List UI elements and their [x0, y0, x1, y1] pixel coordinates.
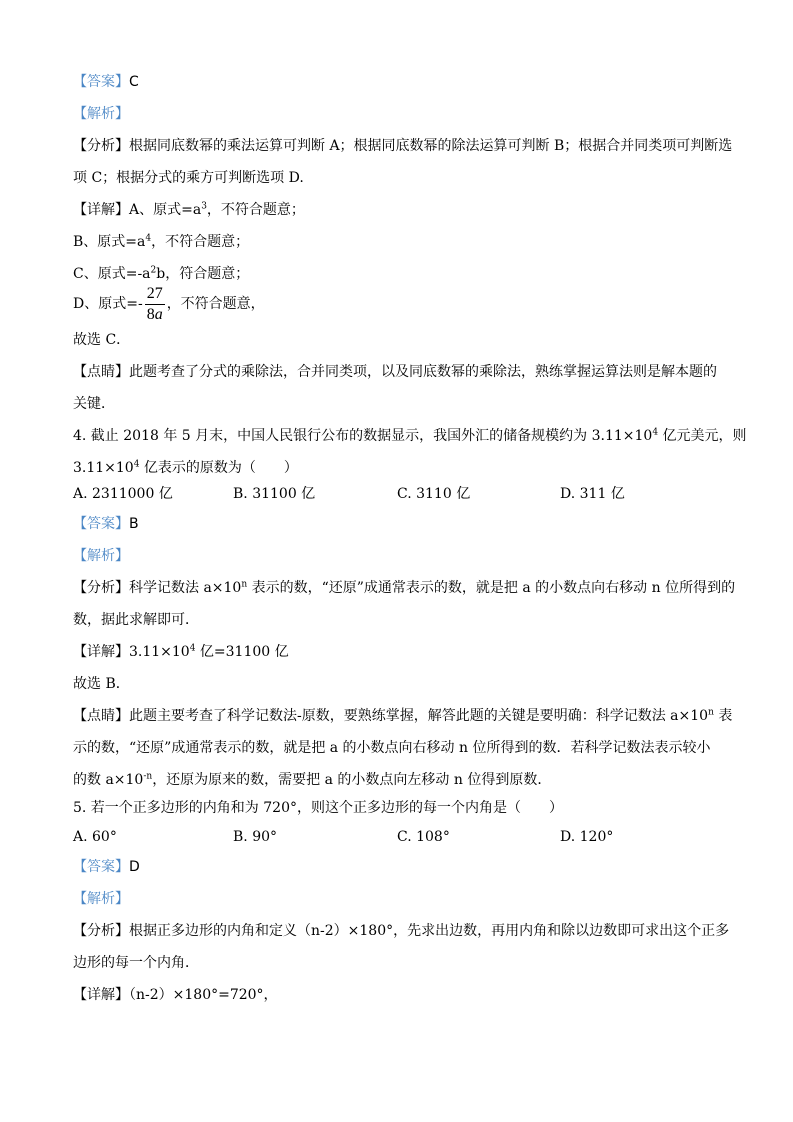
dianjing-label: 【点睛】 [73, 364, 129, 380]
q4-fenxi-line1: 【分析】科学记数法 $a\times 10^n$ 表示的数，“还原”成通常表示的数，就是把 a 的小数点向右移动 n 位所得到的 [73, 579, 736, 596]
q4-option-b: B. 31100 亿 [233, 486, 316, 502]
q3-analysis-header [73, 104, 129, 124]
q3-fenxi-line1: 【分析】根据同底数幂的乘法运算可判断 A；根据同底数幂的除法运算可判断 B；根据合并同类项可判断选 [73, 138, 733, 154]
fraction: $\frac{27}{8a}$ [146, 284, 163, 323]
q5-fenxi-line2: 边形的每一个内角． [73, 955, 199, 971]
xiangjie-label: 【详解】 [73, 987, 129, 1003]
answer-label: 【答案】 [73, 516, 129, 532]
answer-value: B [129, 516, 139, 532]
q3-xiangjie-b: B、原式$=a^4$，不符合题意； [73, 233, 250, 250]
q5-option-c: C. 108° [397, 829, 450, 845]
fenxi-label: 【分析】 [73, 923, 129, 939]
q4-dianjing-line3: 的数 $a\times 10^{-n}$，还原为原来的数，需要把 a 的小数点向左移动 n 位得到原数． [73, 771, 552, 788]
q4-option-d: D. 311 亿 [560, 486, 625, 502]
fenxi-label: 【分析】 [73, 138, 129, 154]
q5-xiangjie: 【详解】（n-2）×180°=720°， [73, 987, 278, 1003]
analysis-label: 【解析】 [73, 106, 129, 122]
analysis-label: 【解析】 [73, 548, 129, 564]
q3-dianjing-line1: 【点睛】此题考查了分式的乘除法，合并同类项，以及同底数幂的乘除法，熟练掌握运算法则是解本题的 [73, 364, 717, 380]
q3-conclusion: 故选 C． [73, 332, 131, 348]
q3-xiangjie-a: 【详解】A、原式$=a^3$，不符合题意； [73, 201, 305, 218]
q4-fenxi-line2: 数，据此求解即可． [73, 612, 199, 628]
analysis-label: 【解析】 [73, 891, 129, 907]
xiangjie-label: 【详解】 [73, 644, 129, 660]
q5-analysis-header [73, 889, 129, 909]
q4-dianjing-line1: 【点睛】此题主要考查了科学记数法-原数，要熟练掌握，解答此题的关键是要明确：科学记数法 $a\times 10^n$ 表 [73, 707, 733, 724]
q4-option-a: A. 2311000 亿 [73, 486, 173, 502]
q4-stem-line2: $3.11\times 10^4$ 亿表示的原数为（ ） [73, 459, 298, 476]
dianjing-label: 【点睛】 [73, 708, 129, 724]
q3-answer [73, 72, 139, 92]
q4-option-c: C. 3110 亿 [397, 486, 471, 502]
q5-answer [73, 857, 140, 877]
q3-xiangjie-c: C、原式$=-a^2b$，符合题意； [73, 265, 250, 282]
q3-xiangjie-d: D、原式=- $\frac{27}{8a}$ ，不符合题意， [73, 284, 265, 323]
q5-fenxi-line1: 【分析】根据正多边形的内角和定义（n-2）×180°，先求出边数，再用内角和除以边数即可求出这个正多 [73, 923, 730, 939]
q4-answer [73, 514, 139, 534]
xiangjie-label: 【详解】 [73, 202, 129, 218]
q5-stem: 5. 若一个正多边形的内角和为 720°，则这个正多边形的每一个内角是（ ） [73, 800, 563, 816]
q5-option-d: D. 120° [560, 829, 614, 845]
answer-value: C [129, 74, 139, 90]
q3-dianjing-line2: 关键． [73, 396, 115, 412]
q5-option-a: A. 60° [73, 829, 117, 845]
q4-analysis-header [73, 546, 129, 566]
q4-dianjing-line2: 示的数，“还原”成通常表示的数，就是把 a 的小数点向右移动 n 位所得到的数．若科学记数法表示较小 [73, 740, 711, 756]
fenxi-label: 【分析】 [73, 580, 129, 596]
answer-label: 【答案】 [73, 74, 129, 90]
answer-value: D [129, 859, 140, 875]
q5-option-b: B. 90° [233, 829, 278, 845]
q4-stem-line1: 4. 截止 2018 年 5 月末，中国人民银行公布的数据显示，我国外汇的储备规模约为 $3.11\times 10^4$ 亿元美元，则 [73, 427, 747, 444]
answer-label: 【答案】 [73, 859, 129, 875]
q4-conclusion: 故选 B． [73, 676, 130, 692]
q4-xiangjie: 【详解】$3.11\times 10^4$ 亿=31100 亿 [73, 643, 289, 660]
q3-fenxi-line2: 项 C；根据分式的乘方可判断选项 D. [73, 170, 304, 186]
